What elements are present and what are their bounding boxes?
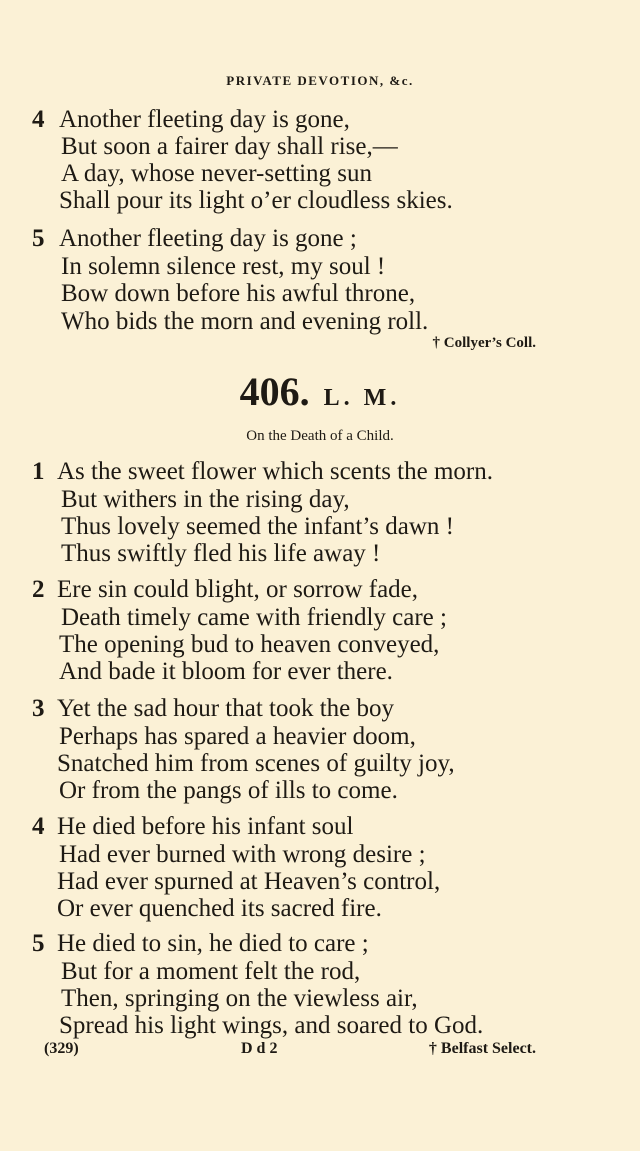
verse-line: Thus swiftly fled his life away ! [61, 540, 381, 567]
verse-line: As the sweet flower which scents the morn. [57, 458, 493, 485]
hymn-heading [0, 368, 640, 415]
running-head: PRIVATE DEVOTION, &c. [226, 73, 414, 88]
verse-line: A day, whose never-setting sun [61, 160, 373, 187]
verse-line: Or ever quenched its sacred fire. [57, 895, 382, 922]
hymn-number: 406. [239, 369, 310, 414]
verse-line: Thus lovely seemed the infant’s dawn ! [61, 513, 454, 540]
verse-line: But for a moment felt the rod, [61, 958, 361, 985]
stanza-number: 5 [32, 930, 45, 957]
attribution-belfast: † Belfast Select. [428, 1040, 536, 1057]
verse-line: Had ever spurned at Heaven’s control, [57, 868, 441, 895]
stanza-number: 1 [32, 458, 45, 485]
verse-line: He died before his infant soul [57, 813, 354, 840]
verse-line: The opening bud to heaven conveyed, [59, 631, 440, 658]
verse-line: He died to sin, he died to care ; [57, 930, 369, 957]
verse-line: But withers in the rising day, [61, 486, 350, 513]
page-number: (329) [44, 1040, 79, 1057]
verse-line: Ere sin could blight, or sorrow fade, [57, 576, 419, 603]
verse-line: Another fleeting day is gone ; [59, 225, 357, 252]
verse-line: Then, springing on the viewless air, [61, 985, 418, 1012]
signature-mark: D d 2 [241, 1040, 278, 1057]
stanza-number: 3 [32, 695, 45, 722]
verse-line: In solemn silence rest, my soul ! [61, 253, 386, 280]
verse-line: Spread his light wings, and soared to God. [59, 1012, 484, 1039]
verse-line: Yet the sad hour that took the boy [57, 695, 395, 722]
verse-line: Death timely came with friendly care ; [61, 604, 447, 631]
verse-line: Snatched him from scenes of guilty joy, [57, 750, 455, 777]
stanza-number: 4 [32, 813, 45, 840]
verse-line: Perhaps has spared a heavier doom, [59, 723, 416, 750]
verse-line: But soon a fairer day shall rise,— [61, 133, 398, 160]
hymn-subtitle: On the Death of a Child. [246, 428, 394, 444]
stanza-number: 4 [32, 106, 45, 133]
verse-line: Bow down before his awful throne, [61, 280, 416, 307]
verse-line: Who bids the morn and evening roll. [61, 308, 429, 335]
verse-line: Or from the pangs of ills to come. [59, 777, 398, 804]
verse-line: And bade it bloom for ever there. [59, 658, 393, 685]
stanza-number: 5 [32, 225, 45, 252]
hymn-meter: L. M. [323, 385, 401, 411]
attribution-collyer: † Collyer’s Coll. [432, 335, 536, 351]
verse-line: Shall pour its light o’er cloudless skies. [59, 187, 453, 214]
verse-line: Had ever burned with wrong desire ; [59, 841, 426, 868]
verse-line: Another fleeting day is gone, [59, 106, 350, 133]
stanza-number: 2 [32, 576, 45, 603]
